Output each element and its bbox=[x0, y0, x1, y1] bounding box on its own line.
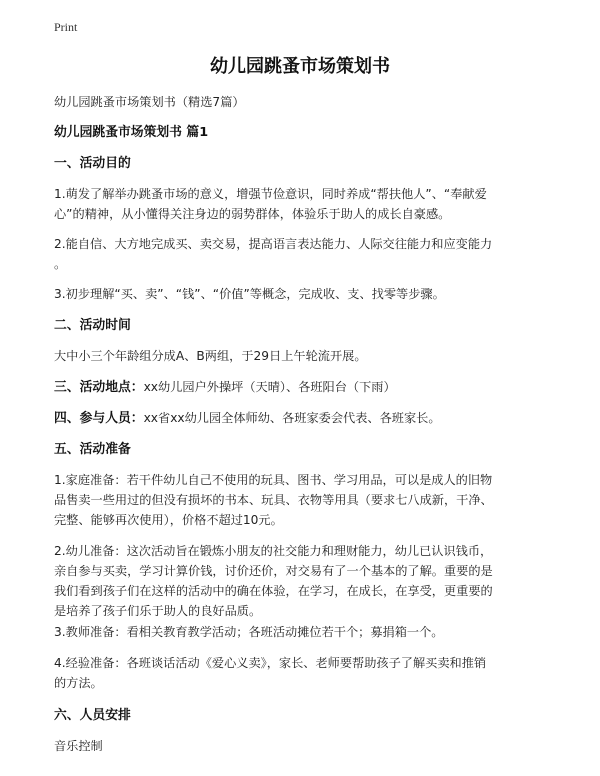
purpose-item-1-line-1: 1.萌发了解举办跳蚤市场的意义，增强节俭意识，同时养成“帮扶他人”、“奉献爱 bbox=[54, 187, 487, 201]
prep-item-2-line-4: 是培养了孩子们乐于助人的良好品质。 bbox=[54, 604, 262, 618]
prep-item-1-line-1: 1.家庭准备：若干件幼儿自己不使用的玩具、图书、学习用品，可以是成人的旧物 bbox=[54, 473, 493, 487]
prep-item-1-line-2: 品售卖一些用过的但没有损坏的书本、玩具、衣物等用具（要求七八成新，干净、 bbox=[54, 493, 493, 507]
section-heading-location: 三、活动地点： bbox=[54, 380, 144, 395]
section-heading-time: 二、活动时间 bbox=[54, 318, 131, 333]
participants-text: xx省xx幼儿园全体师幼、各班家委会代表、各班家长。 bbox=[143, 411, 441, 425]
document-subtitle: 幼儿园跳蚤市场策划书（精选7篇） bbox=[54, 95, 245, 109]
prep-item-4-line-2: 的方法。 bbox=[54, 676, 103, 690]
article-heading: 幼儿园跳蚤市场策划书 篇1 bbox=[54, 125, 209, 140]
participants-row bbox=[54, 408, 554, 429]
purpose-item-3: 3.初步理解“买、卖”、“钱”、“价值”等概念，完成收、支、找零等步骤。 bbox=[54, 287, 445, 301]
staff-item-1: 音乐控制 bbox=[54, 739, 103, 753]
prep-item-3: 3.教师准备：看相关教育教学活动；各班活动摊位若干个；募捐箱一个。 bbox=[54, 625, 444, 639]
location-text: xx幼儿园户外操坪（天晴）、各班阳台（下雨） bbox=[143, 380, 396, 394]
purpose-item-2-line-2: 。 bbox=[54, 257, 67, 271]
time-text: 大中小三个年龄组分成A、B两组，于29日上午轮流开展。 bbox=[54, 349, 367, 363]
purpose-item-2-line-1: 2.能自信、大方地完成买、卖交易，提高语言表达能力、人际交往能力和应变能力 bbox=[54, 237, 493, 251]
location-row bbox=[54, 377, 554, 398]
prep-item-2-line-3: 我们看到孩子们在这样的活动中的确在体验，在学习，在成长，在享受，更重要的 bbox=[54, 584, 493, 598]
prep-item-2-line-2: 亲自参与买卖，学习计算价钱，讨价还价，对交易有了一个基本的了解。重要的是 bbox=[54, 564, 493, 578]
prep-item-4-line-1: 4.经验准备：各班谈话活动《爱心义卖》，家长、老师要帮助孩子了解买卖和推销 bbox=[54, 656, 487, 670]
purpose-item-1-line-2: 心”的精神，从小懂得关注身边的弱势群体，体验乐于助人的成长自豪感。 bbox=[54, 207, 451, 221]
prep-item-1-line-3: 完整、能够再次使用），价格不超过10元。 bbox=[54, 513, 283, 527]
section-heading-participants: 四、参与人员： bbox=[54, 411, 144, 426]
document-title: 幼儿园跳蚤市场策划书 bbox=[210, 56, 390, 77]
section-heading-preparation: 五、活动准备 bbox=[54, 442, 131, 457]
print-link[interactable]: Print bbox=[54, 20, 78, 34]
section-heading-purpose: 一、活动目的 bbox=[54, 156, 131, 171]
prep-item-2-line-1: 2.幼儿准备：这次活动旨在锻炼小朋友的社交能力和理财能力，幼儿已认识钱币， bbox=[54, 544, 493, 558]
section-heading-staff: 六、人员安排 bbox=[54, 708, 131, 723]
